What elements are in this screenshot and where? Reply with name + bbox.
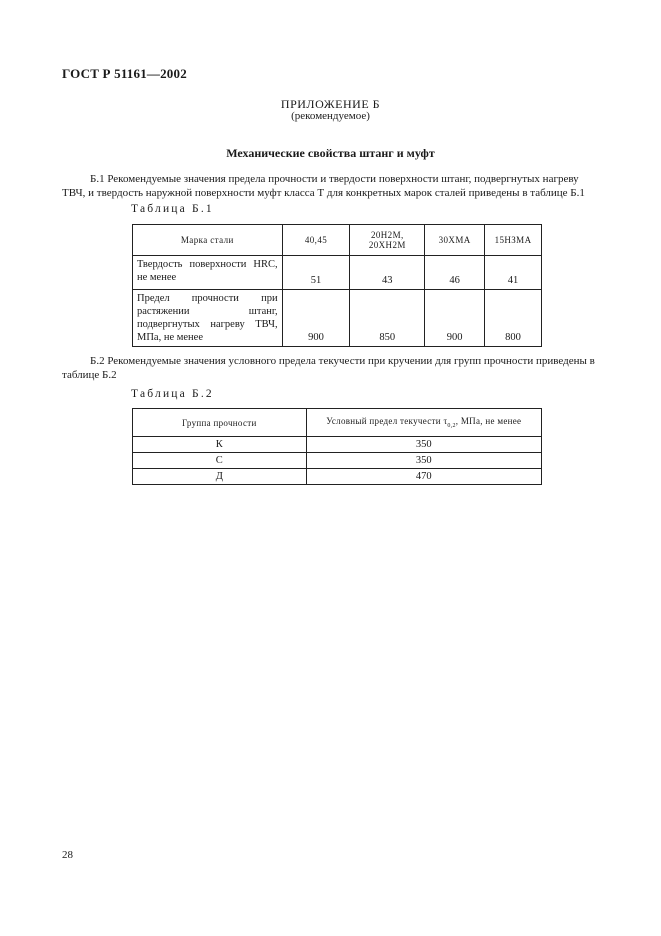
table-row [133, 469, 542, 485]
table1-header-col1: 40,45 [282, 225, 350, 256]
table2-header-row [133, 409, 542, 437]
table1-header-col3: 30ХМА [425, 225, 485, 256]
table1-header-col2-line2: 20ХН2М [368, 240, 406, 250]
table1-header-row [133, 225, 542, 256]
table1-header-col2 [350, 225, 425, 256]
table1-cell: 800 [485, 290, 542, 347]
table1-header-steel-grade: Марка стали [133, 225, 283, 256]
table1-row-label: Твердость поверхности HRC, не менее [133, 256, 283, 290]
table2-group-cell: Д [133, 469, 307, 485]
table2-value-cell: 350 [306, 437, 541, 453]
table1-row-label: Предел прочности при растяжении штанг, подвергнутых нагреву ТВЧ, МПа, не менее [133, 290, 283, 347]
paragraph-b1: Б.1 Рекомендуемые значения предела прочности и твердости поверхности штанг, подвергнутых нагреву ТВЧ, и твердость наружной поверхности муфт класса Т для конкретных марок сталей приведены в таблице Б.1 [62, 173, 585, 199]
table2-value-cell: 350 [306, 453, 541, 469]
table1-cell: 46 [425, 256, 485, 290]
table2-group-cell: С [133, 453, 307, 469]
table-b2 [132, 408, 542, 485]
page-number: 28 [62, 849, 73, 861]
table2-value-cell: 470 [306, 469, 541, 485]
paragraph-b2: Б.2 Рекомендуемые значения условного предела текучести при кручении для групп прочности приведены в таблице Б.2 [62, 355, 595, 381]
table1-caption: Таблица Б.1 [131, 203, 214, 215]
appendix-title: ПРИЛОЖЕНИЕ Б [280, 97, 381, 111]
table2-header-group: Группа прочности [133, 409, 307, 437]
table-row [133, 453, 542, 469]
table2-header-yield-subscript: 0,2 [447, 422, 456, 429]
appendix-subtitle: (рекомендуемое) [291, 110, 370, 122]
table1-cell: 900 [282, 290, 350, 347]
table2-header-yield-unit: , МПа, не менее [455, 416, 522, 427]
table-b1 [132, 224, 542, 347]
table2-group-cell: К [133, 437, 307, 453]
document-header: ГОСТ Р 51161—2002 [62, 66, 187, 81]
table1-header-col4: 15НЗМА [485, 225, 542, 256]
table1-cell: 41 [485, 256, 542, 290]
table1-cell: 900 [425, 290, 485, 347]
table2-header-yield [306, 409, 541, 437]
table-row [133, 256, 542, 290]
table1-header-col2-line1: 20Н2М, [370, 230, 404, 240]
table-row [133, 437, 542, 453]
table1-cell: 43 [350, 256, 425, 290]
table-row [133, 290, 542, 347]
table1-cell: 850 [350, 290, 425, 347]
section-title: Механические свойства штанг и муфт [226, 146, 435, 160]
table2-caption: Таблица Б.2 [131, 388, 214, 400]
table2-header-yield-text: Условный предел текучести τ [326, 416, 448, 427]
table1-cell: 51 [282, 256, 350, 290]
